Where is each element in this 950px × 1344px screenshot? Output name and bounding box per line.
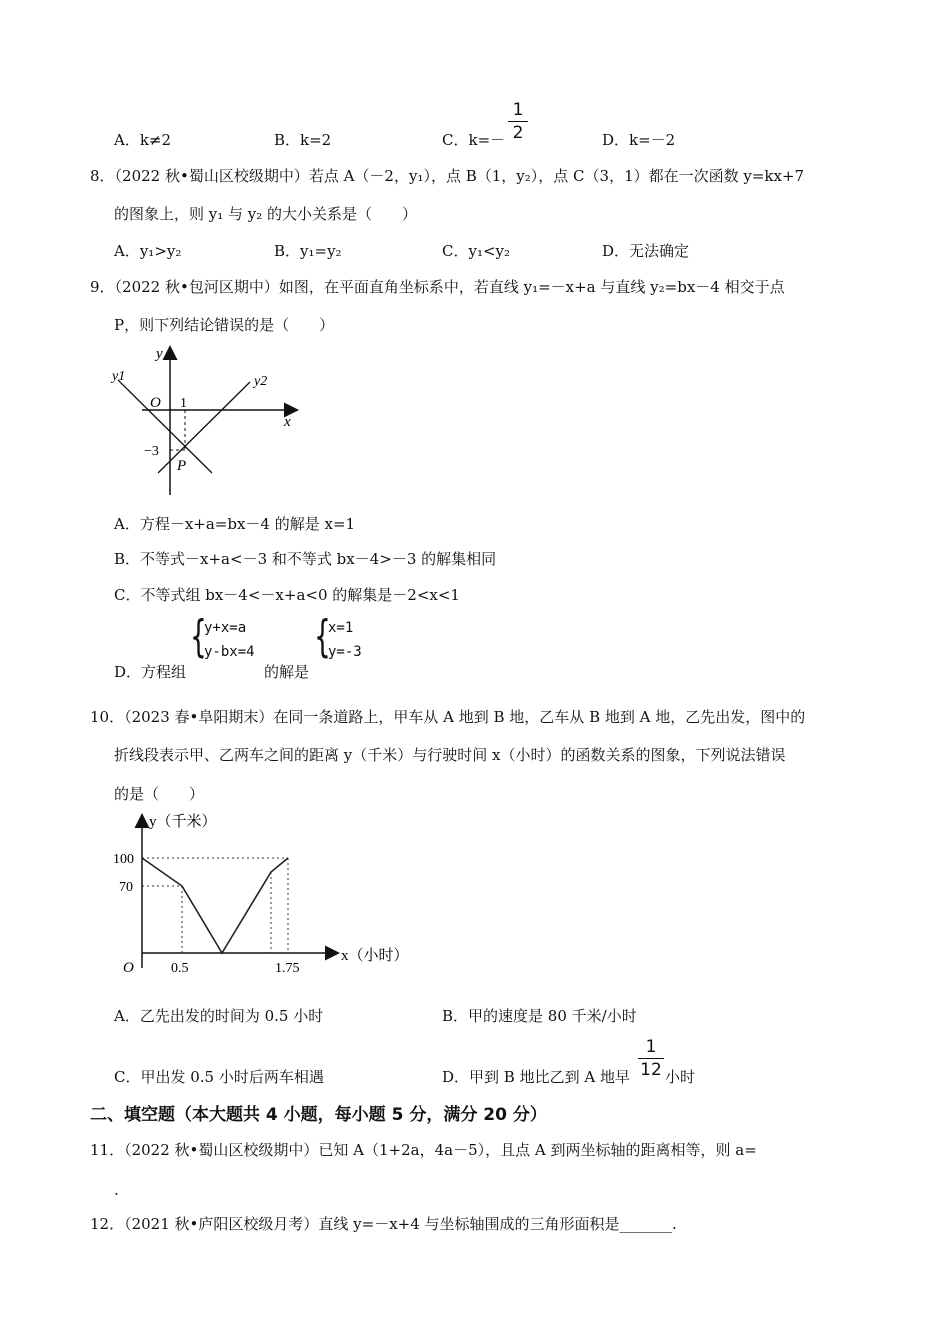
tick-y-label: −3 — [144, 444, 159, 459]
q7-option-c-fraction — [508, 100, 528, 143]
point-p-label: P — [177, 458, 187, 474]
x-axis-label: x（小时） — [341, 948, 409, 964]
x-axis-label: x — [284, 414, 291, 430]
tick-x-label: 1 — [180, 396, 187, 411]
fraction-denominator: 12 — [640, 1060, 662, 1080]
q9-solution-system — [314, 611, 384, 668]
fraction-denominator: 2 — [512, 123, 524, 143]
q11-stem-line2: . — [114, 1181, 119, 1199]
solution-row-1: x=1 — [328, 620, 354, 636]
q10-option-b: B．甲的速度是 80 千米/小时 — [442, 1007, 637, 1025]
brace-icon: { — [190, 611, 207, 662]
q9-option-d-mid: 的解是 — [264, 663, 310, 681]
q9-coordinate-graph — [100, 340, 310, 500]
q10-distance-time-graph — [105, 806, 415, 982]
line-y2 — [158, 382, 250, 473]
fraction-numerator: 1 — [645, 1037, 657, 1057]
fraction-numerator: 1 — [512, 100, 524, 120]
system-row-1: y+x=a — [204, 620, 247, 636]
q10-stem-line2: 折线段表示甲、乙两车之间的距离 y（千米）与行驶时间 x（小时）的函数关系的图象，下列说法错误 — [114, 746, 786, 764]
q9-option-c: C．不等式组 bx－4<－x+a<0 的解集是－2<x<1 — [114, 586, 460, 604]
system-row-2: y-bx=4 — [204, 644, 255, 660]
line-y2-label: y2 — [254, 374, 268, 389]
q8-option-d: D．无法确定 — [602, 242, 690, 260]
q10-option-a: A．乙先出发的时间为 0.5 小时 — [114, 1007, 324, 1025]
q8-option-a: A．y₁>y₂ — [114, 242, 182, 260]
q9-option-d-prefix: D．方程组 — [114, 663, 187, 681]
q10-option-d-suffix: 小时 — [665, 1068, 696, 1086]
y-tick-70: 70 — [119, 880, 133, 895]
q8-stem-line2: 的图象上，则 y₁ 与 y₂ 的大小关系是（ ） — [114, 205, 418, 223]
q10-stem-line3: 的是（ ） — [114, 785, 205, 803]
q10-option-d-fraction — [638, 1037, 664, 1080]
solution-row-2: y=-3 — [328, 644, 362, 660]
q9-option-a: A．方程－x+a=bx－4 的解是 x=1 — [114, 515, 356, 533]
origin-label: O — [123, 960, 134, 976]
y-tick-100: 100 — [113, 852, 134, 867]
q10-option-c: C．甲出发 0.5 小时后两车相遇 — [114, 1068, 324, 1086]
q7-option-a: A．k≠2 — [114, 131, 172, 149]
q11-stem-line1: 11．（2022 秋•蜀山区校级期中）已知 A（1+2a，4a－5），且点 A 到两坐标轴的距离相等，则 a= — [90, 1141, 757, 1159]
x-tick-05: 0.5 — [171, 961, 189, 976]
y-axis-label: y — [156, 346, 163, 362]
q7-option-c: C．k=－ — [442, 131, 506, 149]
q7-option-b: B．k=2 — [274, 131, 332, 149]
q9-equation-system — [190, 611, 270, 668]
line-y1 — [118, 380, 212, 473]
q9-option-b: B．不等式－x+a<－3 和不等式 bx－4>－3 的解集相同 — [114, 550, 497, 568]
q8-option-b: B．y₁=y₂ — [274, 242, 342, 260]
brace-icon: { — [314, 611, 331, 662]
q10-stem-line1: 10．（2023 春•阜阳期末）在同一条道路上，甲车从 A 地到 B 地，乙车从 B 地到 A 地，乙先出发，图中的 — [90, 708, 806, 726]
origin-label: O — [150, 395, 161, 411]
section-heading: 二、填空题（本大题共 4 小题，每小题 5 分，满分 20 分） — [90, 1105, 547, 1125]
q8-stem-line1: 8．（2022 秋•蜀山区校级期中）若点 A（－2，y₁），点 B（1，y₂），点 C（3，1）都在一次函数 y=kx+7 — [90, 167, 805, 185]
y-axis-label: y（千米） — [149, 814, 217, 830]
line-y1-label: y1 — [112, 369, 126, 384]
q10-option-d-prefix: D．甲到 B 地比乙到 A 地早 — [442, 1068, 630, 1086]
q9-stem-line2: P，则下列结论错误的是（ ） — [114, 316, 335, 334]
q7-option-d: D．k=－2 — [602, 131, 676, 149]
q12-stem: 12．（2021 秋•庐阳区校级月考）直线 y=－x+4 与坐标轴围成的三角形面积是_______. — [90, 1215, 677, 1233]
x-tick-175: 1.75 — [275, 961, 300, 976]
q9-stem-line1: 9．（2022 秋•包河区期中）如图，在平面直角坐标系中，若直线 y₁=－x+a 与直线 y₂=bx－4 相交于点 — [90, 278, 785, 296]
q8-option-c: C．y₁<y₂ — [442, 242, 511, 260]
distance-polyline — [142, 858, 288, 953]
